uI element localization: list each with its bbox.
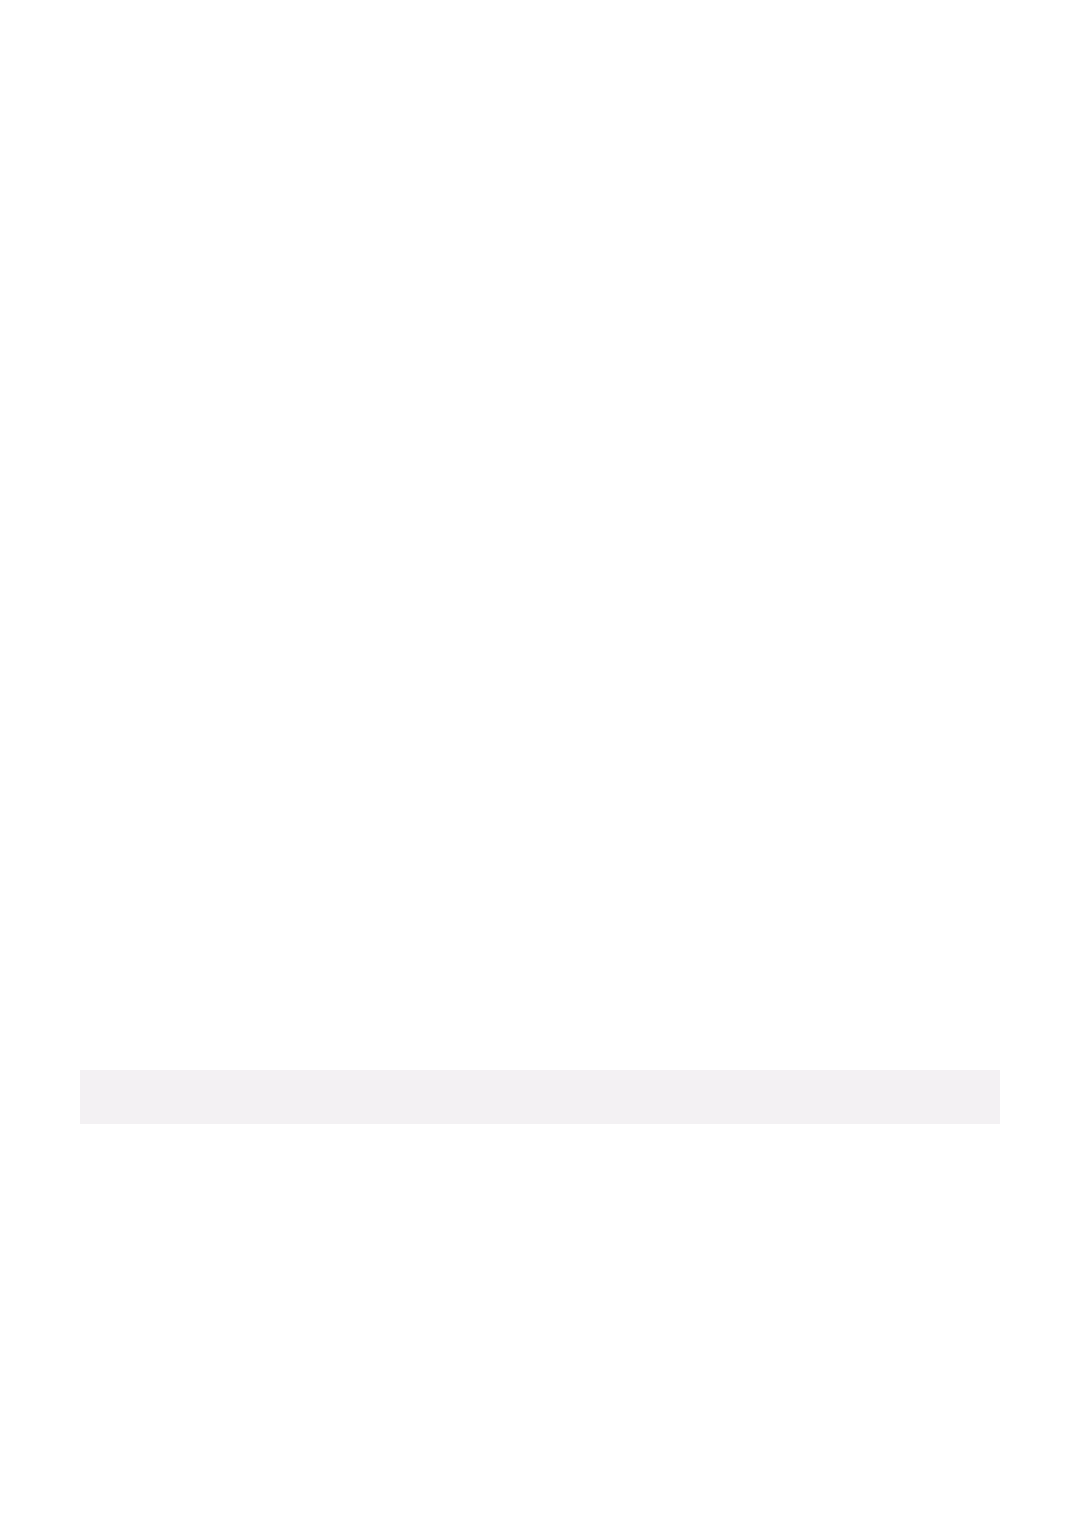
answer-header	[80, 1070, 1000, 1097]
analysis-header	[80, 1097, 1000, 1124]
section-title	[80, 1040, 1000, 1070]
answer-analysis-block	[80, 1070, 1000, 1124]
